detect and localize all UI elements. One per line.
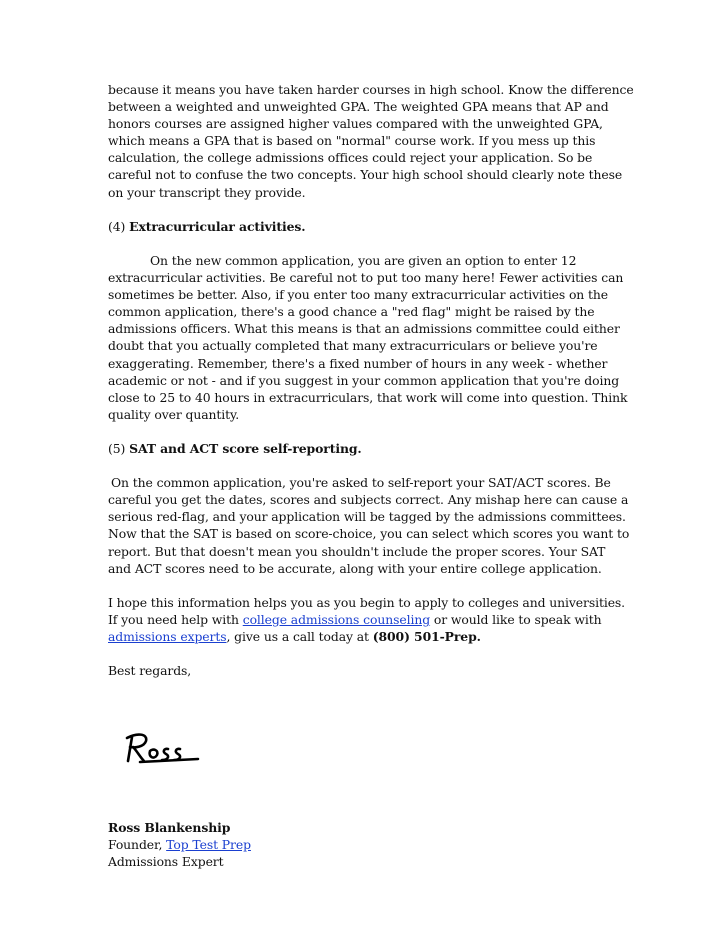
intro-line: between a weighted and unweighted GPA. The weighted GPA means that AP and — [108, 99, 609, 115]
paragraph-line: serious red-flag, and your application will be tagged by the admissions committees. — [108, 509, 626, 525]
intro-line: honors courses are assigned higher values compared with the unweighted GPA, — [108, 116, 603, 132]
section-title: SAT and ACT score self-reporting. — [129, 440, 362, 456]
paragraph-line: and ACT scores need to be accurate, along with your entire college application. — [108, 560, 602, 576]
closing-text: or would like to speak with — [430, 611, 602, 627]
section-4-heading — [108, 218, 628, 235]
intro-line: careful not to confuse the two concepts. Your high school should clearly note these — [108, 167, 623, 183]
college-admissions-counseling-link[interactable]: college admissions counseling — [242, 611, 431, 627]
intro-line: calculation, the college admissions offices could reject your application. So be — [108, 150, 593, 166]
phone-number: (800) 501-Prep. — [372, 629, 481, 644]
top-test-prep-link[interactable]: Top Test Prep — [166, 837, 251, 853]
intro-line: on your transcript they provide. — [108, 184, 306, 200]
letter-body — [108, 81, 634, 871]
paragraph-line: exaggerating. Remember, there's a fixed number of hours in any week - whether — [108, 355, 608, 371]
section-number: (5) — [108, 440, 130, 456]
paragraph-line: admissions officers. What this means is that an admissions committee could either — [108, 321, 620, 337]
closing-paragraph — [108, 594, 628, 645]
section-number: (4) — [108, 218, 130, 234]
intro-line: which means a GPA that is based on "normal" course work. If you mess up this — [108, 133, 596, 149]
section-title: Extracurricular activities. — [129, 218, 306, 234]
signature-area — [108, 679, 628, 819]
paragraph-line: common application, there's a good chance a "red flag" might be raised by the — [108, 304, 595, 320]
closing-text: If you need help with — [108, 611, 243, 627]
regards: Best regards, — [108, 663, 192, 679]
intro-paragraph — [108, 81, 634, 201]
paragraph-line: On the new common application, you are given an option to enter 12 — [150, 252, 577, 268]
closing-line — [108, 611, 628, 628]
signer-name: Ross Blankenship — [108, 820, 231, 836]
paragraph-line: doubt that you actually completed that many extracurriculars or believe you're — [108, 338, 598, 354]
closing-text: , give us a call today at — [226, 629, 373, 644]
paragraph-line: academic or not - and if you suggest in your common application that you're doing — [108, 372, 620, 388]
paragraph-line: report. But that doesn't mean you shouldn't include the proper scores. Your SAT — [108, 543, 606, 559]
signer-block — [108, 819, 628, 870]
paragraph-line: close to 25 to 40 hours in extracurriculars, that work will come into question. Think — [108, 389, 628, 405]
section-4-paragraph — [108, 252, 628, 423]
paragraph-line: On the common application, you're asked to self-report your SAT/ACT scores. Be — [111, 475, 611, 491]
signer-role: Admissions Expert — [108, 854, 224, 870]
paragraph-line: quality over quantity. — [108, 406, 240, 422]
paragraph-line: careful you get the dates, scores and subjects correct. Any mishap here can cause a — [108, 492, 629, 508]
signer-title — [108, 836, 628, 853]
admissions-experts-link[interactable]: admissions experts — [108, 629, 227, 644]
closing-line: I hope this information helps you as you begin to apply to colleges and universities. — [108, 594, 626, 610]
paragraph-line: Now that the SAT is based on score-choice, you can select which scores you want to — [108, 526, 630, 542]
paragraph-line: extracurricular activities. Be careful not to put too many here! Fewer activities can — [108, 270, 624, 286]
intro-line: because it means you have taken harder courses in high school. Know the difference — [108, 82, 634, 97]
signer-title-text: Founder, — [108, 837, 167, 853]
section-5-heading — [108, 440, 628, 457]
closing-line — [108, 628, 628, 645]
paragraph-line: sometimes be better. Also, if you enter too many extracurricular activities on the — [108, 287, 609, 303]
section-5-paragraph — [108, 474, 628, 577]
signature-image — [122, 731, 202, 765]
